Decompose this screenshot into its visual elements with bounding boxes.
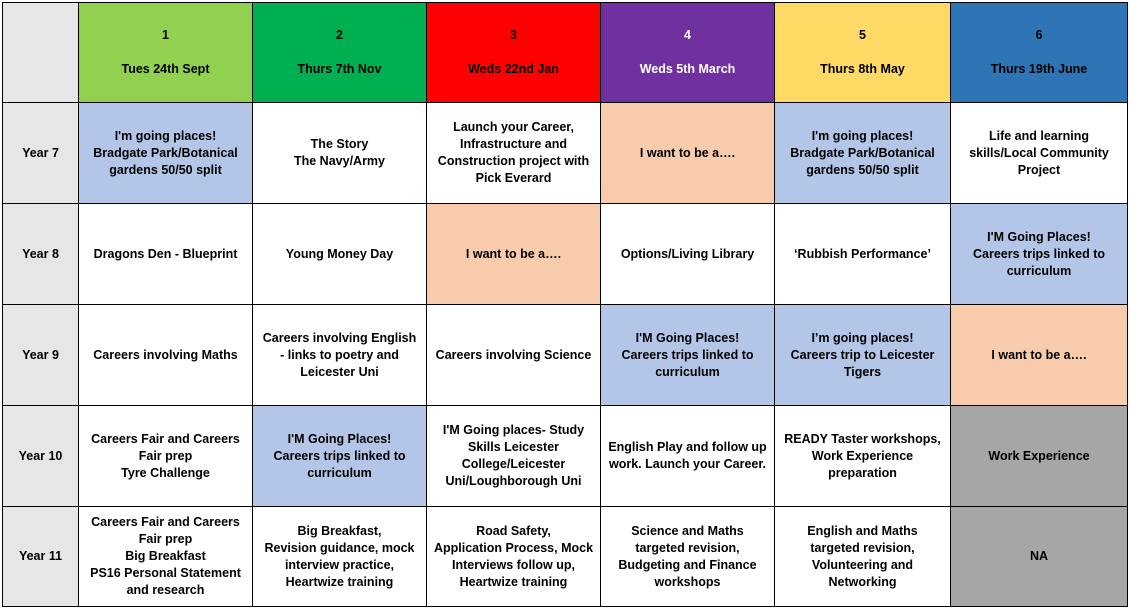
table-cell: READY Taster workshops, Work Experience preparation bbox=[775, 406, 951, 507]
column-number: 5 bbox=[859, 28, 866, 42]
table-cell: Road Safety, Application Process, Mock Interviews follow up, Heartwize training bbox=[427, 507, 601, 607]
table-row bbox=[3, 204, 1128, 305]
row-label: Year 8 bbox=[3, 204, 79, 305]
column-header bbox=[601, 3, 775, 103]
table-cell: ‘Rubbish Performance’ bbox=[775, 204, 951, 305]
row-label: Year 10 bbox=[3, 406, 79, 507]
table-row bbox=[3, 103, 1128, 204]
column-number: 6 bbox=[1035, 28, 1043, 42]
column-number: 1 bbox=[162, 28, 169, 42]
table-cell: Dragons Den - Blueprint bbox=[79, 204, 253, 305]
column-number: 4 bbox=[684, 28, 691, 42]
table-cell: English Play and follow up work. Launch your Career. bbox=[601, 406, 775, 507]
table-cell: Careers Fair and Careers Fair prep Big Breakfast PS16 Personal Statement and research bbox=[79, 507, 253, 607]
table-cell: Options/Living Library bbox=[601, 204, 775, 305]
table-cell: Science and Maths targeted revision, Budgeting and Finance workshops bbox=[601, 507, 775, 607]
table-cell: The Story The Navy/Army bbox=[253, 103, 427, 204]
table-row bbox=[3, 406, 1128, 507]
table-cell: Work Experience bbox=[951, 406, 1128, 507]
table-cell: Launch your Career, Infrastructure and Construction project with Pick Everard bbox=[427, 103, 601, 204]
row-label: Year 11 bbox=[3, 507, 79, 607]
table-cell: I’m going places! Careers trip to Leicester Tigers bbox=[775, 305, 951, 406]
column-date: Thurs 8th May bbox=[820, 62, 905, 76]
corner-cell bbox=[3, 3, 79, 103]
table-cell: Young Money Day bbox=[253, 204, 427, 305]
table-cell: I'M Going places- Study Skills Leicester College/Leicester Uni/Loughborough Uni bbox=[427, 406, 601, 507]
table-cell: I want to be a…. bbox=[951, 305, 1128, 406]
table-cell: Careers Fair and Careers Fair prep Tyre Challenge bbox=[79, 406, 253, 507]
table-cell: Careers involving Science bbox=[427, 305, 601, 406]
column-date: Weds 22nd Jan bbox=[468, 62, 559, 76]
row-label: Year 7 bbox=[3, 103, 79, 204]
column-date: Thurs 7th Nov bbox=[297, 62, 382, 76]
table-cell: Life and learning skills/Local Community Project bbox=[951, 103, 1128, 204]
row-label: Year 9 bbox=[3, 305, 79, 406]
table-cell: Careers involving English - links to poetry and Leicester Uni bbox=[253, 305, 427, 406]
column-header bbox=[775, 3, 951, 103]
table-row bbox=[3, 305, 1128, 406]
table-cell: NA bbox=[951, 507, 1128, 607]
table-cell: I'm going places! Bradgate Park/Botanical gardens 50/50 split bbox=[79, 103, 253, 204]
column-header bbox=[951, 3, 1128, 103]
table-cell: Big Breakfast, Revision guidance, mock interview practice, Heartwize training bbox=[253, 507, 427, 607]
column-date: Weds 5th March bbox=[639, 62, 736, 76]
column-header bbox=[79, 3, 253, 103]
column-number: 2 bbox=[336, 28, 343, 42]
column-date: Tues 24th Sept bbox=[121, 62, 210, 76]
column-date: Thurs 19th June bbox=[990, 62, 1088, 76]
header-row bbox=[3, 3, 1128, 103]
table-cell: I'M Going Places! Careers trips linked to curriculum bbox=[951, 204, 1128, 305]
careers-timetable bbox=[2, 2, 1128, 607]
column-header bbox=[427, 3, 601, 103]
table-cell: English and Maths targeted revision, Volunteering and Networking bbox=[775, 507, 951, 607]
table-row bbox=[3, 507, 1128, 607]
column-number: 3 bbox=[510, 28, 517, 42]
table-cell: I'm going places! Bradgate Park/Botanical gardens 50/50 split bbox=[775, 103, 951, 204]
column-header bbox=[253, 3, 427, 103]
table-cell: I'M Going Places! Careers trips linked to curriculum bbox=[601, 305, 775, 406]
table-cell: I want to be a…. bbox=[427, 204, 601, 305]
table-cell: I'M Going Places! Careers trips linked to curriculum bbox=[253, 406, 427, 507]
table-cell: I want to be a…. bbox=[601, 103, 775, 204]
table-cell: Careers involving Maths bbox=[79, 305, 253, 406]
